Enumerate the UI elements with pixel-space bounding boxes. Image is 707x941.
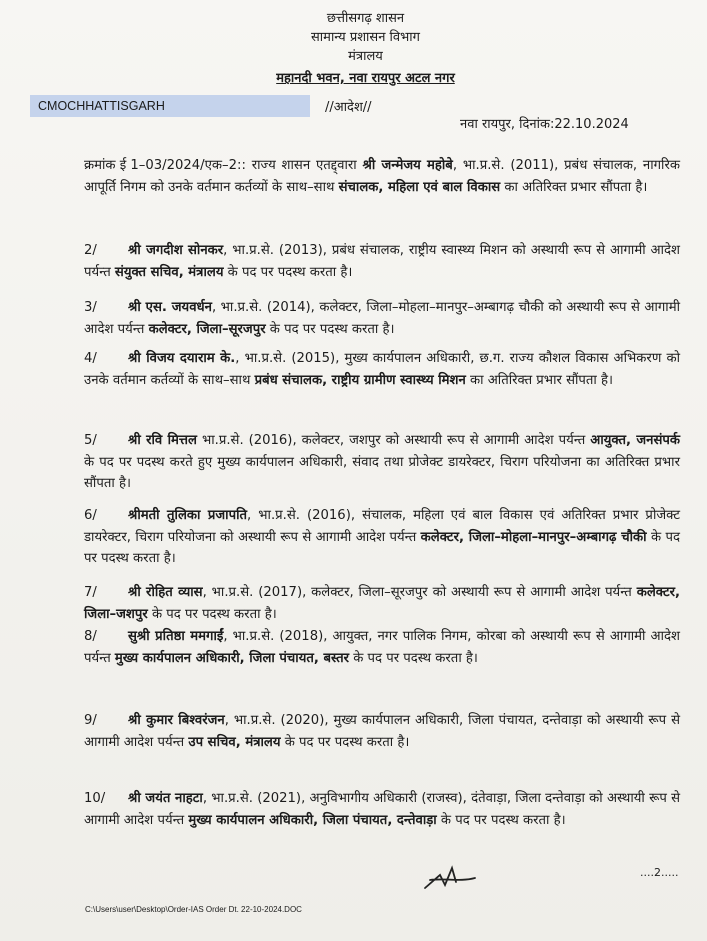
paragraph-text: , भा.प्र.से. (2021), अनुविभागीय अधिकारी (राजस्व), दंतेवाड़ा, जिला दन्तेवाड़ा को अस्थायी रूप से आगामी आदेश पर्यन्त xyxy=(84,791,681,828)
paragraph-text: का अतिरिक्त प्रभार सौंपता है। xyxy=(465,372,614,388)
order-paragraph xyxy=(84,430,680,495)
paragraph-number: 2/ xyxy=(84,243,97,258)
officer-name: श्री रवि मित्तल xyxy=(128,433,197,448)
officer-name: श्री रोहित व्यास xyxy=(128,585,203,600)
signature-icon xyxy=(420,860,480,895)
paragraph-number: 8/ xyxy=(84,629,97,644)
watermark-label: CMOCHHATTISGARH xyxy=(30,95,310,117)
paragraph-text: के पद पर पदस्थ करता है। xyxy=(349,650,478,666)
paragraph-text: के पद पर पदस्थ करता है। xyxy=(223,264,353,280)
posting-title: संचालक, महिला एवं बाल विकास xyxy=(338,179,501,195)
paragraph-number: 7/ xyxy=(84,585,97,600)
header-address: महानदी भवन, नवा रायपुर अटल नगर xyxy=(276,71,455,86)
posting-title: कलेक्टर, जिला–सूरजपुर xyxy=(148,321,266,337)
next-page-marker: ....2..... xyxy=(640,866,679,879)
paragraph-text: , भा.प्र.से. (2011), प्रबंध संचालक, नागरिक आपूर्ति निगम को उनके वर्तमान कर्तव्यों के साथ–साथ xyxy=(84,158,680,195)
order-paragraph xyxy=(84,505,680,570)
file-path-footer: C:\Users\user\Desktop\Order-IAS Order Dt. 22-10-2024.DOC xyxy=(85,905,302,914)
officer-name: श्री कुमार बिश्वरंजन xyxy=(128,713,225,728)
paragraph-text: के पद पर पदस्थ करता है। xyxy=(436,812,566,828)
posting-title: उप सचिव, मंत्रालय xyxy=(188,734,281,750)
posting-title: प्रबंध संचालक, राष्ट्रीय ग्रामीण स्वास्थ्य मिशन xyxy=(254,372,466,388)
posting-title: संयुक्त सचिव, मंत्रालय xyxy=(114,264,224,280)
posting-title: मुख्य कार्यपालन अधिकारी, जिला पंचायत, दन्तेवाड़ा xyxy=(188,812,437,828)
paragraph-text: , भा.प्र.से. (2018), आयुक्त, नगर पालिक निगम, कोरबा को अस्थायी रूप से आगामी आदेश पर्यन्त xyxy=(84,629,680,666)
officer-name: श्री जन्मेजय महोबे xyxy=(362,158,453,173)
paragraph-text: , भा.प्र.से. (2013), प्रबंध संचालक, राष्ट्रीय स्वास्थ्य मिशन को अस्थायी रूप से आगामी आदेश पर्यन्त xyxy=(84,243,680,280)
place-date: नवा रायपुर, दिनांक:22.10.2024 xyxy=(460,117,629,132)
paragraph-text: के पद पर पदस्थ करता है। xyxy=(265,321,395,337)
paragraph-number: 3/ xyxy=(84,300,97,315)
paragraph-text: , भा.प्र.से. (2016), संचालक, महिला एवं बाल विकास एवं अतिरिक्त प्रभार प्रोजेक्ट डायरेक्टर, चिराग परियोजना को अस्थायी रूप से आगामी आदेश पर्यन्त xyxy=(84,508,680,545)
order-title: //आदेश// xyxy=(325,100,372,115)
paragraph-number: 9/ xyxy=(84,713,97,728)
order-paragraph xyxy=(84,297,680,340)
posting-title: कलेक्टर, जिला–मोहला–मानपुर–अम्बागढ़ चौकी xyxy=(420,529,647,545)
officer-name: श्री एस. जयवर्धन xyxy=(128,300,212,315)
paragraph-text: के पद पर पदस्थ करता है। xyxy=(280,734,410,750)
paragraph-number: 5/ xyxy=(84,433,97,448)
paragraph-number: 6/ xyxy=(84,508,97,523)
officer-name: श्रीमती तुलिका प्रजापति xyxy=(128,508,248,523)
order-paragraph xyxy=(84,788,680,831)
order-paragraph xyxy=(84,348,680,391)
order-paragraph xyxy=(84,710,680,753)
order-number: क्रमांक ई 1–03/2024/एक–2:: xyxy=(84,158,246,173)
order-paragraph xyxy=(84,240,680,283)
officer-name: सुश्री प्रतिष्ठा ममगाईं xyxy=(128,629,224,644)
paragraph-text: राज्य शासन एतद्द्वारा xyxy=(245,158,363,173)
order-paragraph xyxy=(84,155,680,198)
officer-name: श्री जयंत नाहटा xyxy=(128,791,203,806)
posting-title: मुख्य कार्यपालन अधिकारी, जिला पंचायत, बस्तर xyxy=(114,650,350,666)
order-paragraph xyxy=(84,626,680,669)
paragraph-text: , भा.प्र.से. (2014), कलेक्टर, जिला–मोहला–मानपुर–अम्बागढ़ चौकी को अस्थायी रूप से आगामी आदेश पर्यन्त xyxy=(84,300,680,337)
officer-name: श्री विजय दयाराम के. xyxy=(128,351,236,366)
paragraph-text: भा.प्र.से. (2016), कलेक्टर, जशपुर को अस्थायी रूप से आगामी आदेश पर्यन्त xyxy=(196,433,591,448)
posting-title: कलेक्टर, जिला–जशपुर xyxy=(84,585,680,622)
paragraph-text: , भा.प्र.से. (2015), मुख्य कार्यपालन अधिकारी, छ.ग. राज्य कौशल विकास अभिकरण को उनके वर्तमान कर्तव्यों के साथ–साथ xyxy=(84,351,680,388)
paragraph-text: के पद पर पदस्थ करता है। xyxy=(147,606,277,622)
paragraph-text: , भा.प्र.से. (2017), कलेक्टर, जिला–सूरजपुर को अस्थायी रूप से आगामी आदेश पर्यन्त xyxy=(202,585,637,600)
paragraph-text: के पद पर पदस्थ करता है। xyxy=(84,529,680,566)
paragraph-text: , भा.प्र.से. (2020), मुख्य कार्यपालन अधिकारी, जिला पंचायत, दन्तेवाड़ा को अस्थायी रूप से आगामी आदेश पर्यन्त xyxy=(84,713,680,750)
paragraph-number: 4/ xyxy=(84,351,97,366)
paragraph-text: का अतिरिक्त प्रभार सौंपता है। xyxy=(500,179,648,195)
paragraph-number: 10/ xyxy=(84,791,106,806)
paragraph-text: के पद पर पदस्थ करते हुए मुख्य कार्यपालन अधिकारी, संवाद तथा प्रोजेक्ट डायरेक्टर, चिराग परियोजना का अतिरिक्त प्रभार सौंपता है। xyxy=(84,454,680,491)
header-government: छत्तीसगढ़ शासन xyxy=(326,11,405,26)
header-ministry: मंत्रालय xyxy=(348,49,383,64)
header-department: सामान्य प्रशासन विभाग xyxy=(311,30,420,45)
officer-name: श्री जगदीश सोनकर xyxy=(128,243,224,258)
order-paragraph xyxy=(84,582,680,625)
posting-title: आयुक्त, जनसंपर्क xyxy=(590,433,680,448)
